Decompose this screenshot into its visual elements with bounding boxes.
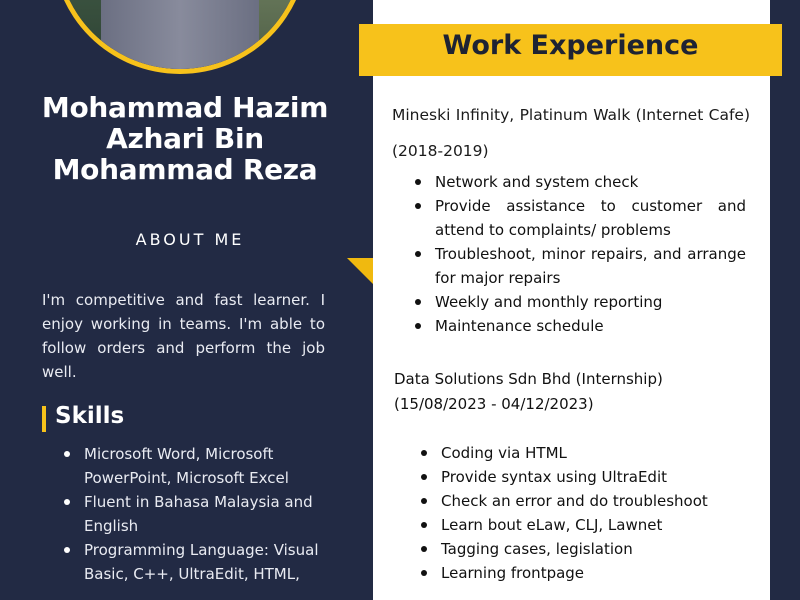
list-item: Microsoft Word, Microsoft PowerPoint, Microsoft Excel [64,442,334,490]
job-duties-data-solutions [420,441,750,585]
job-period: (15/08/2023 - 04/12/2023) [394,395,594,413]
job-duties-mineski [414,170,746,338]
list-item: Network and system check [414,170,746,194]
skills-list [64,442,334,586]
job-company: Data Solutions Sdn Bhd (Internship) [394,370,663,388]
list-item: Troubleshoot, minor repairs, and arrange for major repairs [414,242,746,290]
list-item: Provide syntax using UltraEdit [420,465,750,489]
photo-foliage-left [57,0,101,69]
skills-heading: Skills [55,403,125,429]
about-text: I'm competitive and fast learner. I enjoy working in teams. I'm able to follow orders and perform the job well. [42,291,325,381]
photo-shirt [101,0,259,69]
profile-name: Mohammad Hazim Azhari Bin Mohammad Reza [41,91,329,186]
list-item: Provide assistance to customer and attend to complaints/ problems [414,194,746,242]
decorative-triangle [347,258,373,284]
list-item: Coding via HTML [420,441,750,465]
job-title-data-solutions [394,367,754,417]
list-item: Fluent in Bahasa Malaysia and English [64,490,334,538]
list-item: Check an error and do troubleshoot [420,489,750,513]
about-heading: ABOUT ME [135,230,245,249]
work-heading: Work Experience [442,30,699,61]
list-item: Learning frontpage [420,561,750,585]
list-item: Programming Language: Visual Basic, C++, UltraEdit, HTML, [64,538,334,586]
job-title-mineski: Mineski Infinity, Platinum Walk (Internet Cafe) (2018-2019) [392,106,750,160]
list-item: Tagging cases, legislation [420,537,750,561]
profile-photo [52,0,308,74]
list-item: Learn bout eLaw, CLJ, Lawnet [420,513,750,537]
skills-accent-bar [42,406,46,432]
list-item: Weekly and monthly reporting [414,290,746,314]
list-item: Maintenance schedule [414,314,746,338]
right-border-strip [770,0,800,600]
